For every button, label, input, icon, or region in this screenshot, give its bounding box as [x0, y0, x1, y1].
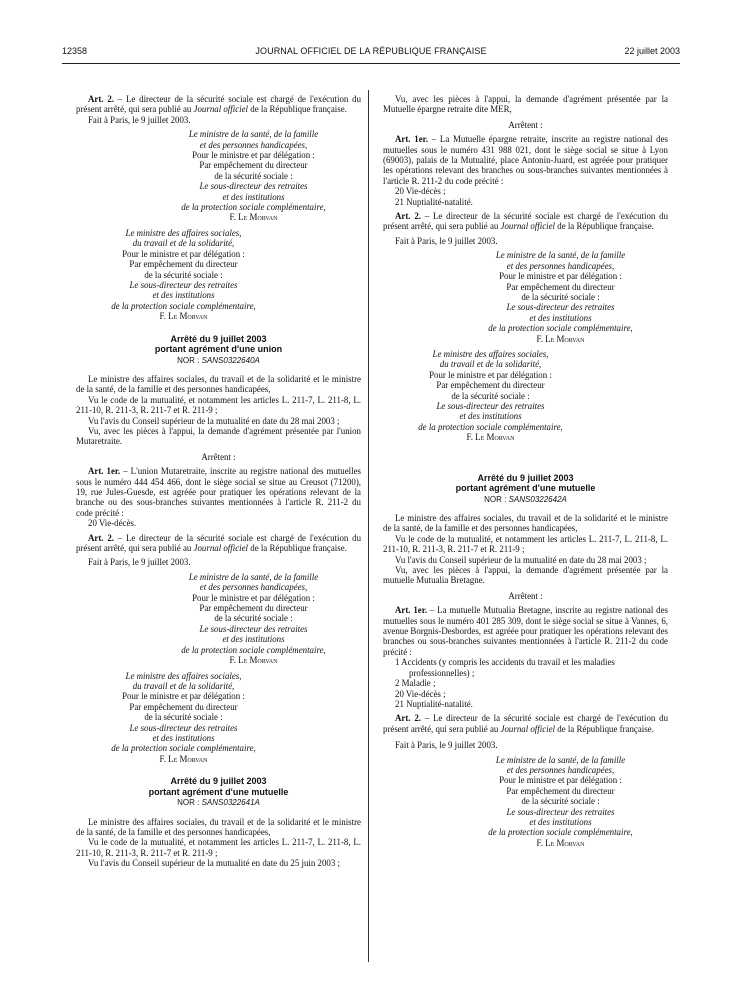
signature-block-sante: Le ministre de la santé, de la famille et des personnes handicapées, Pour le ministre et par délégation : Par empêchement du directeur de la sécurité sociale : Le sous-directeur des retraites et des institutions de la protection sociale complémentaire, F. Le Morvan — [488, 754, 633, 848]
visa: Vu le code de la mutualité, et notamment les articles L. 211-7, L. 211-8, L. 211-10, R. 211-3, R. 211-7 et R. 211-9 ; — [383, 533, 668, 555]
left-column — [76, 94, 361, 869]
article-paragraph: Art. 2. – Le directeur de la sécurité sociale est chargé de l'exécution du présent arrêté, qui sera publié au Journal officiel de la République française. — [383, 713, 669, 734]
signature-block-affaires: Le ministre des affaires sociales, du travail et de la solidarité, Pour le ministre et par délégation : Par empêchement du directeur de la sécurité sociale : Le sous-directeur des retraites et des institutions de la protection sociale complémentaire, F. Le Morvan — [418, 348, 563, 443]
article-paragraph: Art. 2. – Le directeur de la sécurité sociale est chargé de l'exécution du présent arrêté, qui sera publié au Journal officiel de la République française. — [383, 211, 669, 232]
header-rule — [62, 63, 680, 64]
branch-item: 21 Nuptialité-natalité. — [395, 196, 473, 207]
visa: Vu le code de la mutualité, et notamment les articles L. 211-7, L. 211-8, L. 211-10, R. 211-3, R. 211-7 et R. 211-9 ; — [76, 837, 361, 858]
preamble: Le ministre des affaires sociales, du travail et de la solidarité et le ministre de la santé, de la famille et des personnes handicapées, — [383, 513, 668, 534]
visa: Vu, avec les pièces à l'appui, la demande d'agrément présentée par la Mutuelle épargne retraite dite MER, — [383, 94, 668, 115]
article-paragraph: Art. 1er. – La mutuelle Mutualia Bretagne, inscrite au registre national des mutuelles sous le numéro 401 285 309, dont le siège social se situe à Vannes, 6, avenue Borgnis-Desbordes, est agréée pour pratiquer les opérations relevant des branches ou sous-branches suivantes mentionnées à l'article R. 211-2 du code précité : — [383, 605, 668, 657]
visa: Vu, avec les pièces à l'appui, la demande d'agrément présentée par la mutuelle Mutualia Bretagne. — [383, 565, 668, 586]
section-heading: Arrêté du 9 juillet 2003 portant agrément d'une union NOR : SANS0322640A — [154, 333, 283, 365]
right-column — [383, 94, 668, 848]
branch-item: 1 Accidents (y compris les accidents du travail et les maladies — [395, 657, 615, 668]
signature-block-sante: Le ministre de la santé, de la famille et des personnes handicapées, Pour le ministre et par délégation : Par empêchement du directeur de la sécurité sociale : Le sous-directeur des retraites et des institutions de la protection sociale complémentaire, F. Le Morvan — [488, 250, 633, 344]
signature-block-affaires: Le ministre des affaires sociales, du travail et de la solidarité, Pour le ministre et par délégation : Par empêchement du directeur de la sécurité sociale : Le sous-directeur des retraites et des institutions de la protection sociale complémentaire, F. Le Morvan — [111, 227, 256, 322]
branch-item: professionnelles) ; — [409, 667, 475, 678]
journal-title: JOURNAL OFFICIEL DE LA RÉPUBLIQUE FRANÇAISE — [255, 46, 487, 56]
section-heading: Arrêté du 9 juillet 2003 portant agrément d'une mutuelle NOR : SANS0322642A — [455, 472, 596, 504]
article-paragraph: Art. 1er. – La Mutuelle épargne retraite, inscrite au registre national des mutuelles sous le numéro 431 988 021, dont le siège social se situe à Lyon (69003), palais de la Mutualité, place Antonin-Juard, est agréée pour pratiquer les opérations relevant des branches ou sous-branches suivantes mentionnées à l'article R. 211-2 du code précité : — [383, 134, 668, 186]
arretent: Arrêtent : — [508, 590, 543, 601]
article-paragraph: Art. 1er. – L'union Mutaretraite, inscrite au registre national des mutuelles sous le numéro 444 454 466, dont le siège social se situe au Creusot (71200), 19, rue Jules-Guesde, est agréée pour pratiquer les opérations relevant de la branche ou des sous-branches suivantes mentionnées à l'article R. 211-2 du code précité : — [76, 466, 361, 518]
visa: Vu l'avis du Conseil supérieur de la mutualité en date du 28 mai 2003 ; — [88, 415, 340, 426]
column-divider — [368, 90, 369, 962]
signature-block-sante: Le ministre de la santé, de la famille et des personnes handicapées, Pour le ministre et par délégation : Par empêchement du directeur de la sécurité sociale : Le sous-directeur des retraites et des institutions de la protection sociale complémentaire, F. Le Morvan — [181, 571, 326, 666]
branch-item: 21 Nuptialité-natalité. — [395, 698, 473, 709]
arretent: Arrêtent : — [508, 119, 543, 130]
page-header — [62, 46, 680, 60]
article-paragraph: Art. 2. – Le directeur de la sécurité sociale est chargé de l'exécution du présent arrêté, qui sera publié au Journal officiel de la République française. — [76, 94, 362, 115]
visa: Vu le code de la mutualité, et notamment les articles L. 211-7, L. 211-8, L. 211-10, R. 211-3, R. 211-7 et R. 211-9 ; — [76, 394, 361, 416]
branch-item: 20 Vie-décès. — [88, 518, 137, 529]
visa: Vu l'avis du Conseil supérieur de la mutualité en date du 28 mai 2003 ; — [395, 554, 647, 565]
fait-a-paris: Fait à Paris, le 9 juillet 2003. — [395, 235, 498, 246]
preamble: Le ministre des affaires sociales, du travail et de la solidarité et le ministre de la santé, de la famille et des personnes handicapées, — [76, 816, 361, 837]
fait-a-paris: Fait à Paris, le 9 juillet 2003. — [88, 557, 191, 568]
section-heading: Arrêté du 9 juillet 2003 portant agrément d'une mutuelle NOR : SANS0322641A — [148, 776, 289, 808]
arretent: Arrêtent : — [201, 451, 236, 462]
preamble: Le ministre des affaires sociales, du travail et de la solidarité et le ministre de la santé, de la famille et des personnes handicapées, — [76, 373, 361, 395]
visa: Vu l'avis du Conseil supérieur de la mutualité en date du 25 juin 2003 ; — [88, 858, 340, 869]
issue-date: 22 juillet 2003 — [624, 46, 680, 56]
signature-block-sante: Le ministre de la santé, de la famille et des personnes handicapées, Pour le ministre et par délégation : Par empêchement du directeur de la sécurité sociale : Le sous-directeur des retraites et des institutions de la protection sociale complémentaire, F. Le Morvan — [181, 129, 326, 223]
branch-item: 2 Maladie ; — [395, 678, 436, 689]
branch-item: 20 Vie-décès ; — [395, 688, 446, 699]
page-number: 12358 — [62, 46, 88, 56]
article-paragraph: Art. 2. – Le directeur de la sécurité sociale est chargé de l'exécution du présent arrêté, qui sera publié au Journal officiel de la République française. — [76, 532, 362, 554]
signature-block-affaires: Le ministre des affaires sociales, du travail et de la solidarité, Pour le ministre et par délégation : Par empêchement du directeur de la sécurité sociale : Le sous-directeur des retraites et des institutions de la protection sociale complémentaire, F. Le Morvan — [111, 670, 256, 764]
fait-a-paris: Fait à Paris, le 9 juillet 2003. — [395, 740, 498, 751]
branch-item: 20 Vie-décès ; — [395, 186, 446, 197]
fait-a-paris: Fait à Paris, le 9 juillet 2003. — [88, 114, 191, 125]
visa: Vu, avec les pièces à l'appui, la demande d'agrément présentée par l'union Mutaretraite. — [76, 425, 361, 447]
